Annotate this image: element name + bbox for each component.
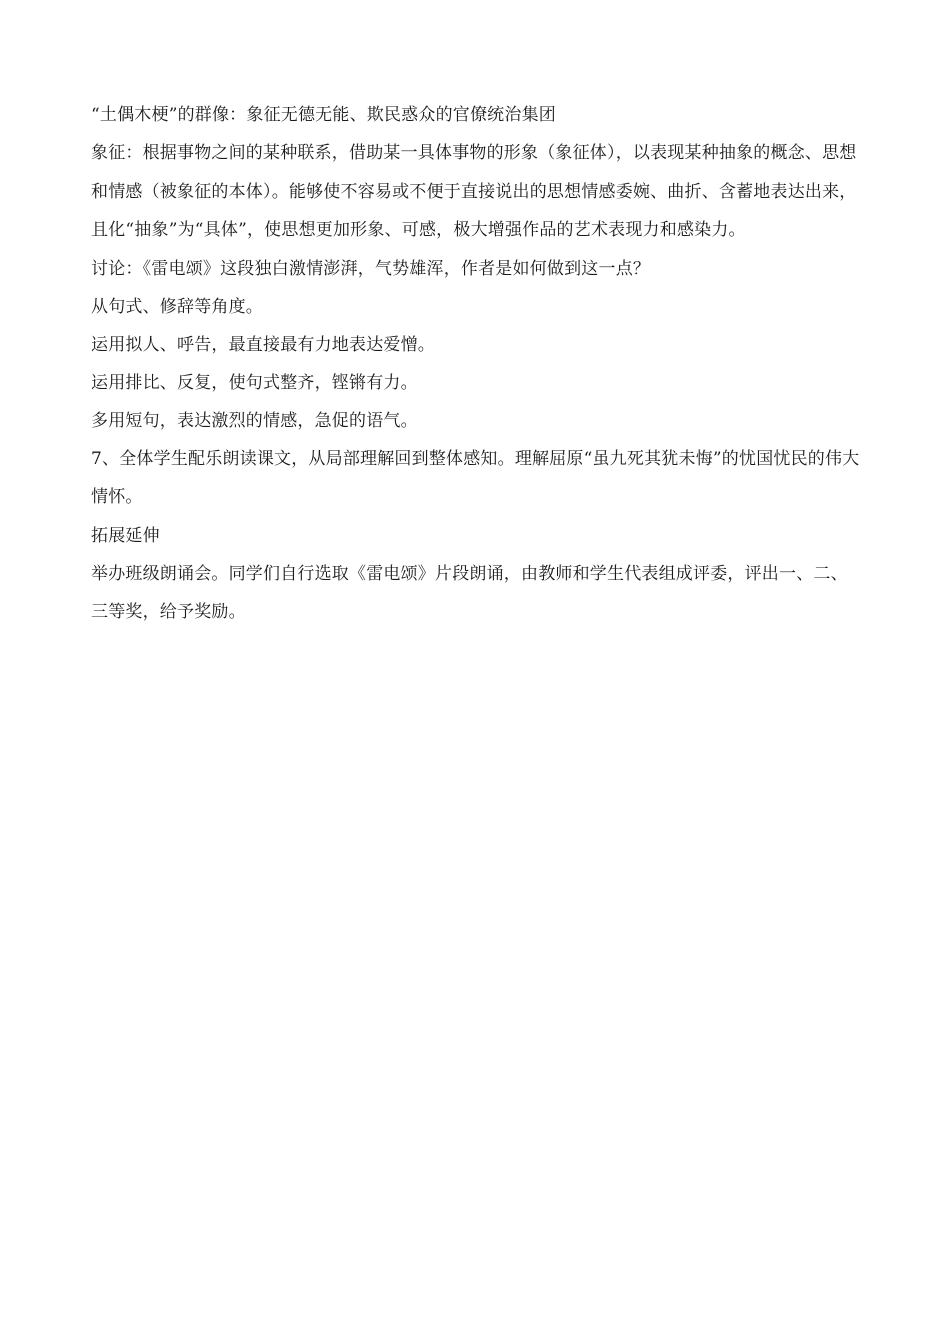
paragraph-discussion-question: 讨论：《雷电颂》这段独白激情澎湃，气势雄浑，作者是如何做到这一点？ xyxy=(91,258,651,279)
paragraph-symbol-group: “土偶木梗”的群像：象征无德无能、欺民惑众的官僚统治集团 xyxy=(91,105,556,125)
paragraph-point-personification: 运用拟人、呼告，最直接最有力地表达爱憎。 xyxy=(91,334,435,355)
paragraph-symbol-definition: 象征：根据事物之间的某种联系，借助某一具体事物的形象（象征体），以表现某种抽象的概念、思想和情感（被象征的本体）。能够使不容易或不便于直接说出的思想情感委婉、曲折、含蓄地表达出来，且化“抽象”为“具体”，使思想更加形象、可感，极大增强作品的艺术表现力和感染力。 xyxy=(91,143,857,240)
document-body xyxy=(91,96,861,632)
paragraph-recitation-activity: 举办班级朗诵会。同学们自行选取《雷电颂》片段朗诵，由教师和学生代表组成评委，评出一、二、三等奖，给予奖励。 xyxy=(91,563,848,622)
paragraph-step-7-reading: 7、全体学生配乐朗读课文，从局部理解回到整体感知。理解屈原“虽九死其犹未悔”的忧国忧民的伟大情怀。 xyxy=(91,448,860,507)
paragraph-point-parallelism: 运用排比、反复，使句式整齐，铿锵有力。 xyxy=(91,372,418,393)
paragraph-angle-hint: 从句式、修辞等角度。 xyxy=(91,296,263,317)
paragraph-point-short-sentences: 多用短句，表达激烈的情感，急促的语气。 xyxy=(91,410,418,431)
section-heading-extension: 拓展延伸 xyxy=(91,525,160,546)
